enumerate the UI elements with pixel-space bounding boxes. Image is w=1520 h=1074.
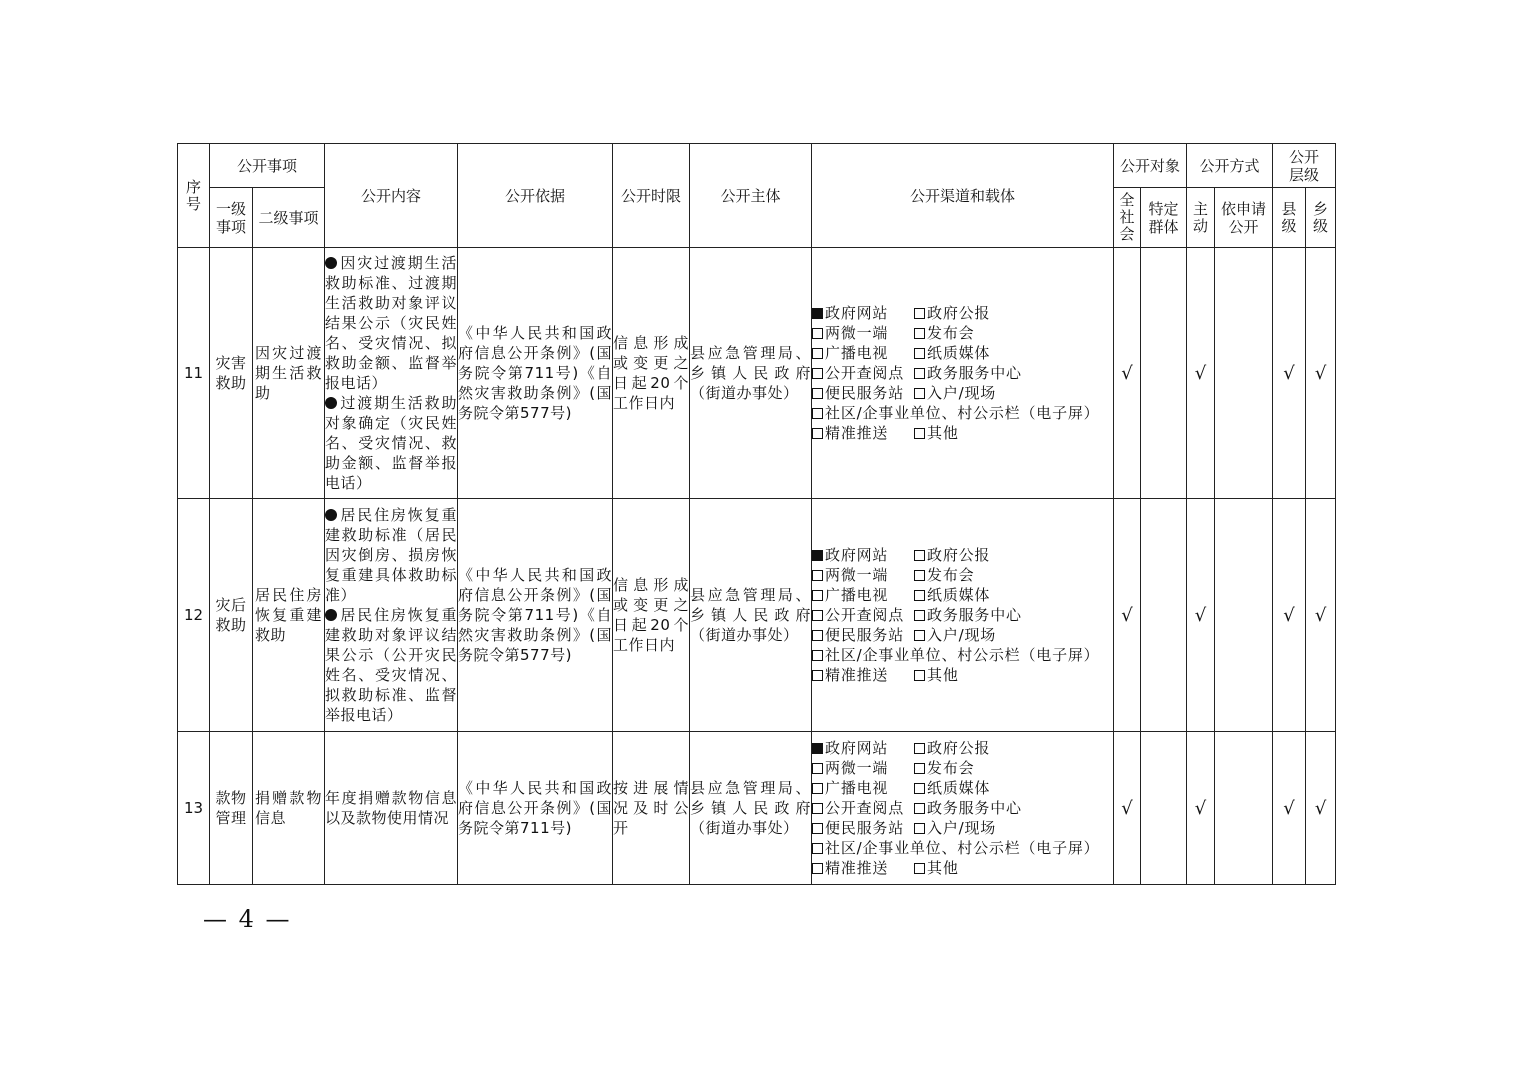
channel-option (914, 343, 990, 363)
checked-box-icon (812, 308, 823, 319)
checkbox-icon (914, 570, 925, 581)
header-target-group: 特定群体 (1141, 188, 1187, 248)
channel-row (812, 738, 1113, 758)
channel-label: 政府公报 (927, 304, 991, 322)
row-level-county (1273, 732, 1306, 885)
channel-label: 两微一端 (825, 324, 889, 342)
checkbox-icon (812, 630, 823, 641)
header-channel: 公开渠道和载体 (812, 144, 1114, 248)
checkbox-icon (914, 348, 925, 359)
channel-label: 政务服务中心 (927, 606, 1022, 624)
row-level2: 捐赠款物信息 (253, 732, 325, 885)
row-content (325, 248, 458, 499)
checkbox-icon (812, 570, 823, 581)
checkbox-icon (914, 590, 925, 601)
row-method-request (1215, 732, 1273, 885)
checkbox-icon (812, 650, 823, 661)
channel-option (914, 565, 974, 585)
check-mark-icon: √ (1314, 797, 1327, 819)
channel-option (812, 605, 914, 625)
row-target-group (1141, 499, 1187, 732)
row-method-active (1187, 732, 1215, 885)
content-text: 过渡期生活救助对象确定（灾民姓名、受灾情况、救助金额、监督举报电话） (325, 394, 458, 492)
channel-option (812, 758, 914, 778)
channel-label: 便民服务站 (825, 819, 905, 837)
check-mark-icon: √ (1194, 362, 1207, 384)
row-level1: 款物管理 (210, 732, 253, 885)
channel-label: 精准推送 (825, 424, 889, 442)
channel-row (812, 343, 1113, 363)
channel-option (914, 858, 959, 878)
checkbox-icon (914, 630, 925, 641)
channel-option (812, 585, 914, 605)
checkbox-icon (812, 610, 823, 621)
channel-row (812, 545, 1113, 565)
checkbox-icon (914, 823, 925, 834)
bullet-icon (325, 397, 337, 409)
header-level: 公开层级 (1273, 144, 1336, 188)
bullet-icon (325, 257, 337, 269)
channel-row (812, 798, 1113, 818)
checkbox-icon (812, 863, 823, 874)
row-subject: 县应急管理局、乡镇人民政府（街道办事处） (690, 732, 812, 885)
channel-row (812, 625, 1113, 645)
header-basis: 公开依据 (458, 144, 613, 248)
channel-label: 两微一端 (825, 566, 889, 584)
row-level2: 居民住房恢复重建救助 (253, 499, 325, 732)
channel-row (812, 585, 1113, 605)
channel-row (812, 383, 1113, 403)
row-channels (812, 248, 1114, 499)
channel-label: 公开查阅点 (825, 799, 905, 817)
channel-label: 社区/企事业单位、村公示栏（电子屏） (825, 404, 1100, 422)
row-level-town (1306, 732, 1336, 885)
channel-label: 入户/现场 (927, 626, 997, 644)
channel-label: 社区/企事业单位、村公示栏（电子屏） (825, 646, 1100, 664)
page-number: — 4 — (203, 905, 292, 933)
row-basis: 《中华人民共和国政府信息公开条例》(国务院令第711号)《自然灾害救助条例》(国务院令第577号) (458, 499, 613, 732)
check-mark-icon: √ (1283, 797, 1295, 819)
channel-option (812, 665, 914, 685)
content-item (325, 393, 457, 493)
channel-label: 政务服务中心 (927, 364, 1022, 382)
channel-option (812, 323, 914, 343)
channel-label: 广播电视 (825, 344, 889, 362)
checkbox-icon (914, 610, 925, 621)
row-method-active (1187, 248, 1215, 499)
channel-option (812, 383, 914, 403)
channel-option (812, 838, 1099, 858)
check-mark-icon: √ (1314, 604, 1327, 626)
channel-label: 政府网站 (825, 546, 889, 564)
check-mark-icon: √ (1121, 797, 1133, 819)
row-time: 按进展情况及时公开 (613, 732, 690, 885)
channel-option (812, 545, 914, 565)
checkbox-icon (914, 368, 925, 379)
channel-option (812, 858, 914, 878)
table-row (178, 248, 1336, 499)
channel-option (812, 403, 1099, 423)
content-text: 居民住房恢复重建救助标准（居民因灾倒房、损房恢复重建具体救助标准） (325, 506, 458, 604)
checkbox-icon (914, 783, 925, 794)
channel-option (914, 363, 1022, 383)
channel-label: 公开查阅点 (825, 606, 905, 624)
row-target-all (1114, 248, 1141, 499)
channel-row (812, 363, 1113, 383)
channel-option (812, 625, 914, 645)
row-seq: 13 (178, 732, 210, 885)
channel-label: 精准推送 (825, 859, 889, 877)
row-level2: 因灾过渡期生活救助 (253, 248, 325, 499)
channel-option (812, 738, 914, 758)
checkbox-icon (812, 428, 823, 439)
channel-label: 公开查阅点 (825, 364, 905, 382)
channel-option (914, 625, 996, 645)
header-time: 公开时限 (613, 144, 690, 248)
channel-option (812, 798, 914, 818)
header-target: 公开对象 (1114, 144, 1187, 188)
row-level-town (1306, 248, 1336, 499)
channel-option (812, 565, 914, 585)
row-level-county (1273, 248, 1306, 499)
channel-row (812, 565, 1113, 585)
channel-option (914, 585, 990, 605)
row-seq: 12 (178, 499, 210, 732)
checkbox-icon (812, 328, 823, 339)
content-text: 因灾过渡期生活救助标准、过渡期生活救助对象评议结果公示（灾民姓名、受灾情况、拟救助金额、监督举报电话） (325, 254, 458, 392)
row-target-all (1114, 499, 1141, 732)
checkbox-icon (914, 743, 925, 754)
channel-option (914, 605, 1022, 625)
checkbox-icon (812, 763, 823, 774)
header-items: 公开事项 (210, 144, 325, 188)
channel-row (812, 818, 1113, 838)
channel-label: 其他 (927, 666, 959, 684)
channel-label: 发布会 (927, 566, 975, 584)
checkbox-icon (812, 823, 823, 834)
channel-row (812, 303, 1113, 323)
row-target-group (1141, 732, 1187, 885)
row-content (325, 732, 458, 885)
header-level2: 二级事项 (253, 188, 325, 248)
checkbox-icon (812, 408, 823, 419)
channel-label: 精准推送 (825, 666, 889, 684)
checkbox-icon (914, 763, 925, 774)
checkbox-icon (812, 590, 823, 601)
checked-box-icon (812, 743, 823, 754)
content-text: 年度捐赠款物信息以及款物使用情况 (325, 789, 458, 827)
header-method: 公开方式 (1187, 144, 1273, 188)
content-item (325, 788, 457, 828)
channel-row (812, 605, 1113, 625)
channel-row (812, 758, 1113, 778)
header-level-county: 县级 (1273, 188, 1306, 248)
channel-row (812, 665, 1113, 685)
channel-label: 入户/现场 (927, 819, 997, 837)
row-subject: 县应急管理局、乡镇人民政府（街道办事处） (690, 499, 812, 732)
channel-option (812, 363, 914, 383)
check-mark-icon: √ (1314, 362, 1327, 384)
channel-option (914, 545, 990, 565)
row-method-request (1215, 499, 1273, 732)
checkbox-icon (914, 803, 925, 814)
channel-label: 政府公报 (927, 739, 991, 757)
row-content (325, 499, 458, 732)
checkbox-icon (812, 803, 823, 814)
header-subject: 公开主体 (690, 144, 812, 248)
channel-option (914, 323, 974, 343)
row-target-group (1141, 248, 1187, 499)
channel-label: 其他 (927, 424, 959, 442)
row-seq: 11 (178, 248, 210, 499)
checkbox-icon (914, 428, 925, 439)
channel-label: 政府公报 (927, 546, 991, 564)
channel-label: 两微一端 (825, 759, 889, 777)
channel-row (812, 778, 1113, 798)
check-mark-icon: √ (1121, 362, 1133, 384)
channel-label: 社区/企事业单位、村公示栏（电子屏） (825, 839, 1100, 857)
content-item (325, 605, 457, 725)
channel-option (914, 423, 959, 443)
row-channels (812, 732, 1114, 885)
row-time: 信息形成或变更之日起20个工作日内 (613, 499, 690, 732)
header-target-all: 全社会 (1114, 188, 1141, 248)
channel-option (812, 778, 914, 798)
row-channels (812, 499, 1114, 732)
channel-label: 政府网站 (825, 739, 889, 757)
header-level1: 一级事项 (210, 188, 253, 248)
check-mark-icon: √ (1194, 797, 1207, 819)
channel-label: 发布会 (927, 759, 975, 777)
header-method-request: 依申请公开 (1215, 188, 1273, 248)
checkbox-icon (914, 308, 925, 319)
channel-option (812, 303, 914, 323)
channel-option (914, 665, 959, 685)
row-method-active (1187, 499, 1215, 732)
header-content: 公开内容 (325, 144, 458, 248)
row-basis: 《中华人民共和国政府信息公开条例》(国务院令第711号) (458, 732, 613, 885)
row-method-request (1215, 248, 1273, 499)
row-target-all (1114, 732, 1141, 885)
table-row (178, 732, 1336, 885)
check-mark-icon: √ (1283, 362, 1295, 384)
channel-option (812, 818, 914, 838)
check-mark-icon: √ (1194, 604, 1207, 626)
channel-option (812, 343, 914, 363)
channel-label: 纸质媒体 (927, 779, 991, 797)
checkbox-icon (812, 348, 823, 359)
checkbox-icon (914, 388, 925, 399)
content-text: 居民住房恢复重建救助对象评议结果公示（公开灾民姓名、受灾情况、拟救助标准、监督举报电话） (325, 606, 458, 724)
checkbox-icon (812, 388, 823, 399)
row-level1: 灾后救助 (210, 499, 253, 732)
row-level1: 灾害救助 (210, 248, 253, 499)
channel-label: 纸质媒体 (927, 344, 991, 362)
checkbox-icon (914, 670, 925, 681)
channel-option (914, 758, 974, 778)
checkbox-icon (812, 368, 823, 379)
channel-label: 其他 (927, 859, 959, 877)
channel-label: 广播电视 (825, 779, 889, 797)
content-item (325, 505, 457, 605)
channel-label: 广播电视 (825, 586, 889, 604)
channel-option (914, 818, 996, 838)
checkbox-icon (914, 863, 925, 874)
channel-row (812, 645, 1113, 665)
table-row (178, 499, 1336, 732)
channel-option (914, 778, 990, 798)
checked-box-icon (812, 550, 823, 561)
content-item (325, 253, 457, 393)
row-subject: 县应急管理局、乡镇人民政府（街道办事处） (690, 248, 812, 499)
channel-label: 便民服务站 (825, 626, 905, 644)
channel-label: 入户/现场 (927, 384, 997, 402)
checkbox-icon (812, 843, 823, 854)
bullet-icon (325, 609, 337, 621)
channel-option (914, 303, 990, 323)
disclosure-table (177, 143, 1336, 885)
checkbox-icon (812, 783, 823, 794)
check-mark-icon: √ (1121, 604, 1133, 626)
channel-row (812, 858, 1113, 878)
row-level-town (1306, 499, 1336, 732)
channel-row (812, 403, 1113, 423)
header-level-town: 乡级 (1306, 188, 1336, 248)
channel-option (914, 738, 990, 758)
channel-option (914, 383, 996, 403)
checkbox-icon (914, 550, 925, 561)
channel-row (812, 423, 1113, 443)
channel-label: 政务服务中心 (927, 799, 1022, 817)
channel-label: 便民服务站 (825, 384, 905, 402)
channel-option (812, 423, 914, 443)
header-seq: 序号 (178, 144, 210, 248)
channel-option (914, 798, 1022, 818)
row-level-county (1273, 499, 1306, 732)
channel-row (812, 323, 1113, 343)
check-mark-icon: √ (1283, 604, 1295, 626)
checkbox-icon (914, 328, 925, 339)
channel-label: 政府网站 (825, 304, 889, 322)
checkbox-icon (812, 670, 823, 681)
channel-label: 纸质媒体 (927, 586, 991, 604)
row-time: 信息形成或变更之日起20个工作日内 (613, 248, 690, 499)
channel-label: 发布会 (927, 324, 975, 342)
channel-row (812, 838, 1113, 858)
header-method-active: 主动 (1187, 188, 1215, 248)
channel-option (812, 645, 1099, 665)
row-basis: 《中华人民共和国政府信息公开条例》(国务院令第711号)《自然灾害救助条例》(国务院令第577号) (458, 248, 613, 499)
bullet-icon (325, 509, 337, 521)
